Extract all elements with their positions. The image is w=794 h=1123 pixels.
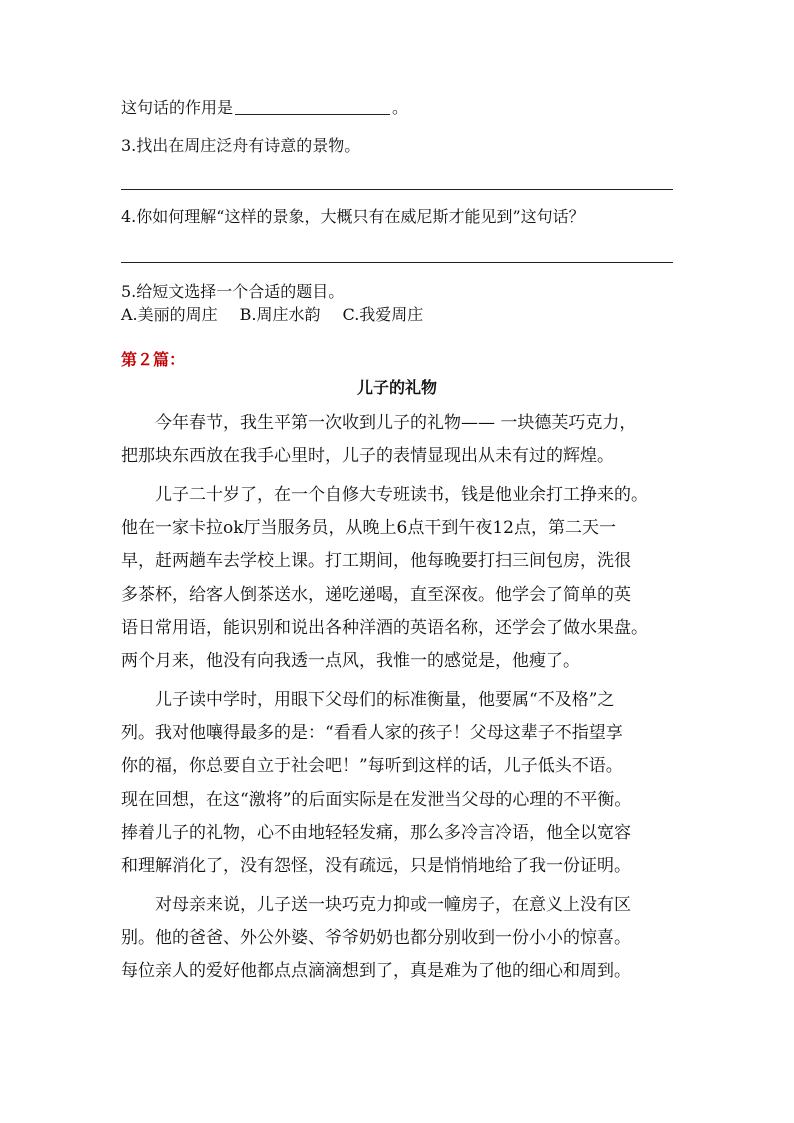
- story-title: 儿子的礼物: [356, 378, 437, 397]
- question-2-prefix: 这句话的作用是: [121, 98, 234, 117]
- option-c: C.我爱周庄: [342, 305, 424, 324]
- answer-line-q3[interactable]: [121, 189, 673, 190]
- question-5: 5.给短文选择一个合适的题目。: [121, 282, 345, 301]
- story-line: 现在回想，在这“激将”的后面实际是在发泄当父母的心理的不平衡。: [121, 790, 632, 810]
- story-line: 每位亲人的爱好他都点点滴滴想到了，真是难为了他的细心和周到。: [121, 961, 631, 981]
- story-line: 儿子读中学时，用眼下父母们的标准衡量，他要属“不及格”之: [121, 690, 615, 710]
- story-line: 列。我对他嚷得最多的是：“看看人家的孩子！父母这辈子不指望享: [121, 723, 623, 743]
- question-5-options: [121, 303, 445, 327]
- story-line: 语日常用语，能识别和说出各种洋酒的英语名称，还学会了做水果盘。: [121, 618, 648, 638]
- answer-line-q4[interactable]: [121, 262, 673, 263]
- option-b: B.周庄水韵: [239, 305, 321, 324]
- answer-blank[interactable]: [235, 96, 390, 115]
- story-line: 两个月来，他没有向我透一点风，我惟一的感觉是，他瘦了。: [121, 651, 580, 671]
- story-line: 对母亲来说，儿子送一块巧克力抑或一幢房子，在意义上没有区: [121, 895, 631, 915]
- question-2-suffix: 。: [392, 98, 409, 117]
- option-a: A.美丽的周庄: [121, 305, 218, 324]
- story-line: 早，赶两趟车去学校上课。打工期间，他每晚要打扫三间包房，洗很: [121, 551, 631, 571]
- story-line: 他在一家卡拉ok厅当服务员，从晚上6点干到午夜12点，第二天一: [121, 518, 616, 538]
- question-3: 3.找出在周庄泛舟有诗意的景物。: [121, 136, 361, 155]
- section-heading: 第２篇：: [121, 350, 186, 369]
- story-line: 多茶杯，给客人倒茶送水，递吃递喝，直至深夜。他学会了简单的英: [121, 585, 631, 605]
- story-line: 和理解消化了，没有怨怪，没有疏远，只是悄悄地给了我一份证明。: [121, 856, 631, 876]
- question-2-tail: [121, 96, 408, 120]
- story-line: 你的福，你总要自立于社会吧！”每听到这样的话，儿子低头不语。: [121, 756, 623, 776]
- story-line: 儿子二十岁了，在一个自修大专班读书，钱是他业余打工挣来的。: [121, 485, 648, 505]
- story-line: 今年春节，我生平第一次收到儿子的礼物—— 一块德芙巧克力，: [121, 413, 637, 433]
- story-line: 把那块东西放在我手心里时，儿子的表情显现出从未有过的辉煌。: [121, 446, 614, 466]
- story-line: 捧着儿子的礼物，心不由地轻轻发痛，那么多冷言冷语，他全以宽容: [121, 823, 631, 843]
- story-line: 别。他的爸爸、外公外婆、爷爷奶奶也都分别收到一份小小的惊喜。: [121, 928, 631, 948]
- question-4: 4.你如何理解“这样的景象，大概只有在威尼斯才能见到”这句话？: [121, 207, 585, 226]
